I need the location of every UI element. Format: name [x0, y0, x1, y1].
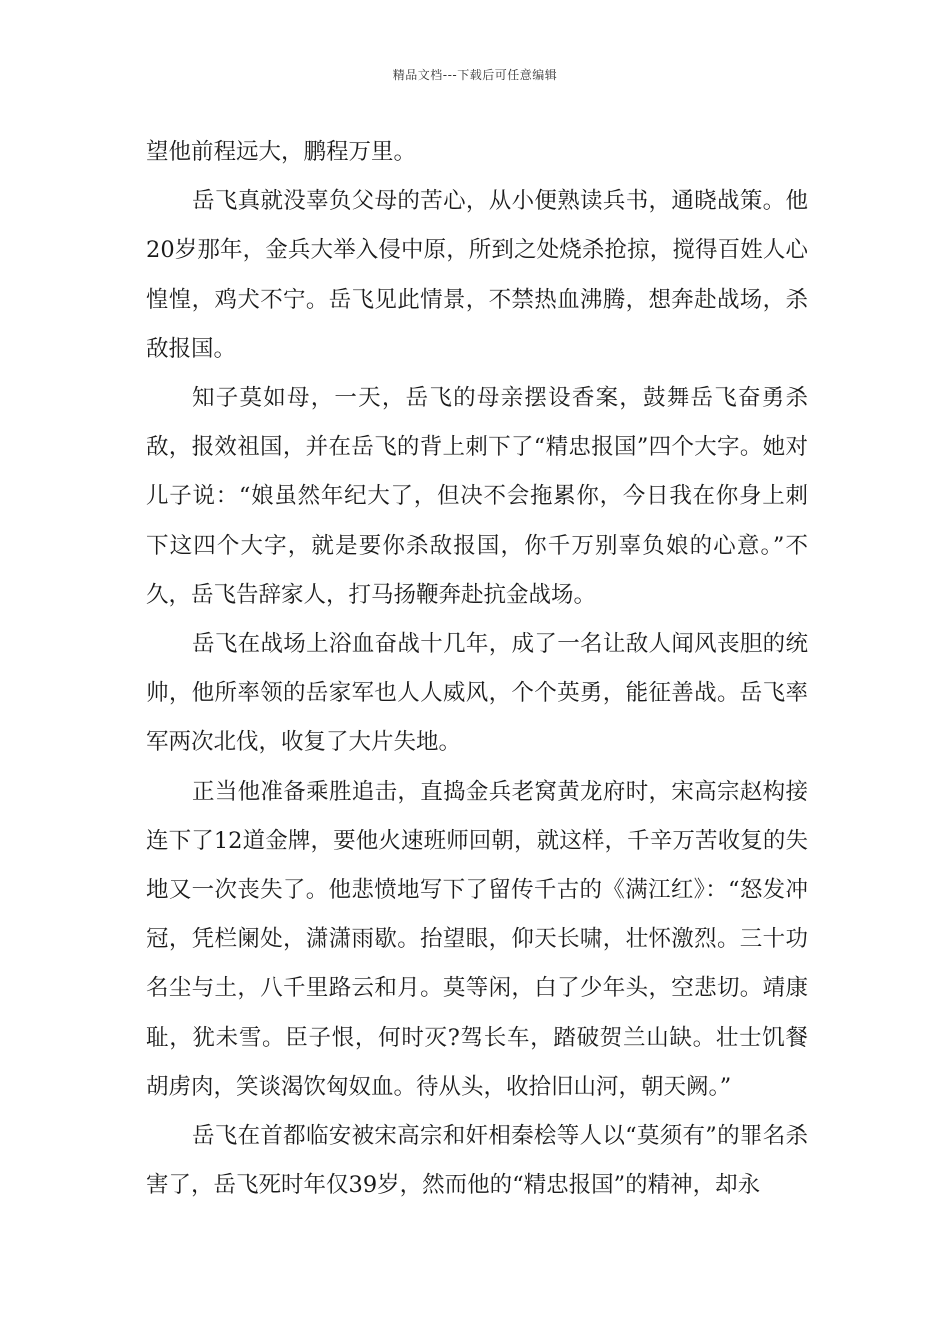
document-body [146, 128, 808, 1210]
paragraph-continuation: 望他前程远大，鹏程万里。 [146, 139, 417, 165]
paragraph-childhood: 岳飞真就没辜负父母的苦心，从小便熟读兵书，通晓战策。他20岁那年，金兵大举入侵中原，所到之处烧杀抢掠，搅得百姓人心惶惶，鸡犬不宁。岳飞见此情景，不禁热血沸腾，想奔赴战场，杀敌报国。 [146, 188, 808, 362]
paragraph-death: 岳飞在首都临安被宋高宗和奸相秦桧等人以“莫须有”的罪名杀害了，岳飞死时年仅39岁，然而他的“精忠报国”的精神，却永 [146, 1123, 808, 1199]
paragraph-man-jiang-hong: 正当他准备乘胜追击，直捣金兵老窝黄龙府时，宋高宗赵构接连下了12道金牌，要他火速班师回朝，就这样，千辛万苦收复的失地又一次丧失了。他悲愤地写下了留传千古的《满江红》：“怒发冲冠，凭栏阑处，潇潇雨歇。抬望眼，仰天长啸，壮怀激烈。三十功名尘与土，八千里路云和月。莫等闲，白了少年头，空悲切。靖康耻，犹未雪。臣子恨，何时灭?驾长车，踏破贺兰山缺。壮士饥餐胡虏肉，笑谈渴饮匈奴血。待从头，收拾旧山河，朝天阙。” [146, 778, 808, 1100]
paragraph-mother-tattoo: 知子莫如母，一天，岳飞的母亲摆设香案，鼓舞岳飞奋勇杀敌，报效祖国，并在岳飞的背上刺下了“精忠报国”四个大字。她对儿子说：“娘虽然年纪大了，但决不会拖累你，今日我在你身上刺下这四个大字，就是要你杀敌报国，你千万别辜负娘的心意。”不久，岳飞告辞家人，打马扬鞭奔赴抗金战场。 [146, 385, 808, 608]
paragraph-battlefield: 岳飞在战场上浴血奋战十几年，成了一名让敌人闻风丧胆的统帅，他所率领的岳家军也人人威风，个个英勇，能征善战。岳飞率军两次北伐，收复了大片失地。 [146, 631, 808, 756]
page-header-watermark: 精品文档---下载后可任意编辑 [392, 68, 558, 82]
